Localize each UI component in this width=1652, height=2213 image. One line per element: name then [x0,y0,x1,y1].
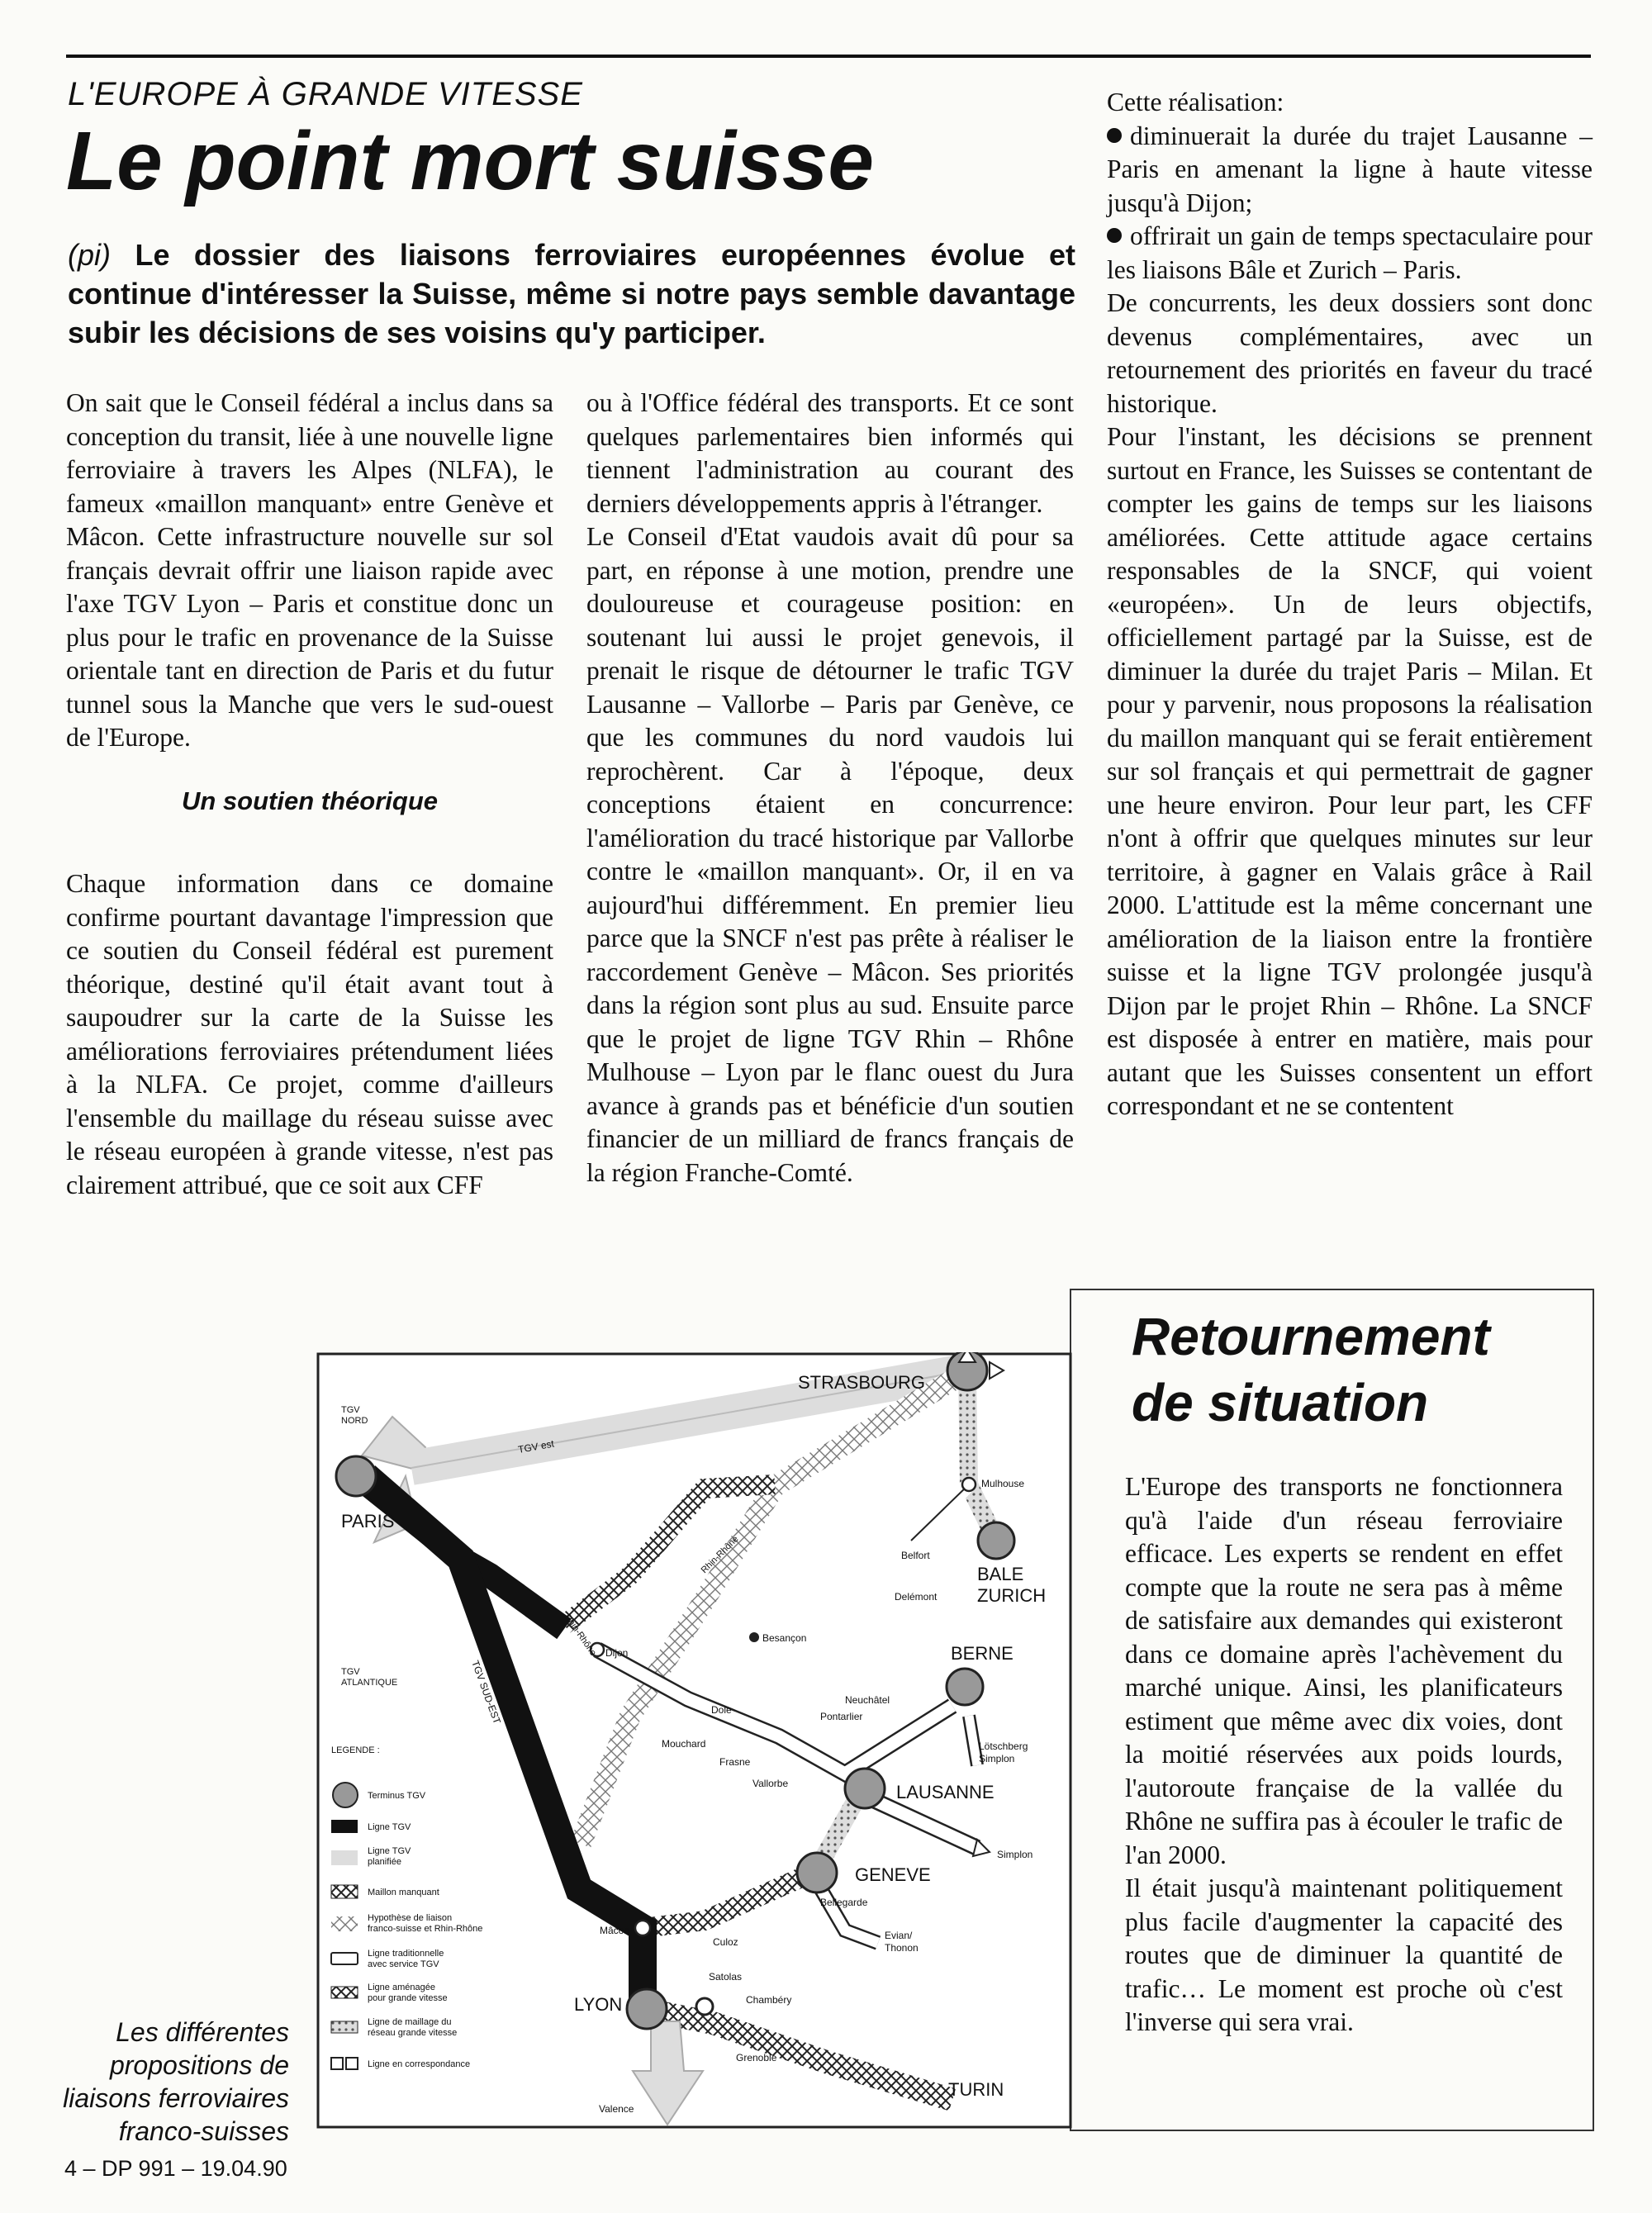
col3-intro: Cette réalisation: [1107,88,1284,116]
label-tgv-sud-est: TGV SUD-EST [469,1659,503,1726]
col3-bullet-2 [1107,220,1593,287]
satolas-marker [696,1998,713,2015]
col3-paragraph-3: Pour l'instant, les décisions se prennent surtout en France, les Suisses se contentant de compter les gains de temps sur les liaisons améliorées. Cette attitude agace certains responsables de la SNCF, qui voient «européen». Un de leurs objectifs, officiellement partagé par la Suisse, est de diminuer la durée du trajet Paris – Milan. Et pour y parvenir, nous proposons la réalisation du maillon manquant qui se ferait entièrement sur sol français et qui permettrait de gagner une heure environ. Pour leur part, les CFF n'ont à offrir que quelques minutes sur leur territoire, à gagner en Valais grâce à Rail 2000. L'attitude est la même concernant une amélioration de la liaison entre la frontière suisse et la ligne TGV prolongée jusqu'à Dijon par le projet Rhin – Rhône. La SNCF est disposée à entrer en matière, mais pour autant que les Suisses consentent un effort correspondant et ne se contentent [1107,422,1593,1120]
col1-paragraph-1: On sait que le Conseil fédéral a inclus dans sa conception du transit, liée à une nouvelle ligne ferroviaire à travers les Alpes (NLFA), le fameux «maillon manquant» entre Genève et Mâcon. Cette infrastructure nouvelle sur sol français devrait offrir une liaison rapide avec l'axe TGV Lyon – Paris et constitue donc un plus pour le trafic en provenance de la Suisse orientale tant en direction de Paris et du futur tunnel sous la Manche que vers le sud-ouest de l'Europe. [66,388,553,752]
legend-label-3a: Ligne TGV [368,1846,411,1856]
lead-author-tag: (pi) [68,238,111,272]
legend-swatch-connection-a [331,2058,343,2069]
label-bale: BALE [977,1564,1024,1584]
col2-paragraph-1: ou à l'Office fédéral des transports. Et ce sont quelques parlementaires bien informés qui tiennent l'administration au courant des derniers développements appris à l'étranger. [586,388,1074,518]
legend-swatch-hypothesis [331,1916,358,1931]
legend-swatch-traditional [331,1953,358,1964]
legend-swatch-missing-link [331,1885,358,1898]
article-lead [68,235,1075,352]
terminus-lyon [627,1989,667,2029]
label-pontarlier: Pontarlier [820,1711,863,1722]
legend-label-2: Ligne TGV [368,1822,411,1832]
legend-swatch-terminus [333,1783,358,1807]
legend-swatch-network-link [331,2021,358,2033]
sidebar-paragraph-1: L'Europe des transports ne fonctionnera qu'à l'aide d'un réseau ferroviaire efficace. Les experts se rendent en effet compte que la route ne sera pas à même de satisfaire aux demandes qui existeront dans ce domaine après l'achèvement du marché unique. Ainsi, les planificateurs estiment que même avec dix voies, dont la moitié réservées aux poids lourds, l'autoroute française de la vallée du Rhône ne suffira pas à écouler le trafic de l'an 2000. [1125,1472,1563,1869]
caption-line-4: franco-suisses [118,2116,289,2146]
legend-label-4: Maillon manquant [368,1888,439,1897]
besancon-marker [749,1632,759,1642]
subhead: Un soutien théorique [182,786,438,815]
lead-text: Le dossier des liaisons ferroviaires européennes évolue et continue d'intéresser la Suisse, même si notre pays semble davantage subir les décisions de ses voisins qu'y participer. [68,238,1075,349]
label-satolas: Satolas [709,1971,743,1983]
label-rhin-rhone-1: Rhin-Rhône [562,1612,599,1658]
page-folio: 4 – DP 991 – 19.04.90 [64,2156,287,2181]
col3-bullet-1 [1107,120,1593,221]
label-zurich: ZURICH [977,1585,1047,1606]
bullet-icon [1107,128,1122,143]
label-berne: BERNE [951,1643,1014,1664]
legend-label-6b: avec service TGV [368,1959,439,1969]
label-tgv-est: TGV est [517,1437,555,1456]
column-2 [586,387,1074,1190]
section-kicker: L'EUROPE À GRANDE VITESSE [68,76,583,112]
label-delemont: Delémont [895,1591,938,1603]
caption-line-1: Les différentes [116,2017,289,2047]
legend-label-3b: planifiée [368,1857,401,1867]
label-chambery: Chambéry [746,1994,792,2006]
legend-swatch-connection-b [346,2058,358,2069]
label-tgv-nord-2: NORD [341,1416,368,1426]
label-simplon: Simplon [997,1849,1033,1860]
label-lyon: LYON [574,1994,623,2015]
label-mulhouse: Mulhouse [981,1478,1025,1489]
label-lotschberg: Lötschberg [979,1740,1028,1752]
label-tgv-atl-2: ATLANTIQUE [341,1678,398,1688]
legend-swatch-tgv-planned [331,1850,358,1865]
col3-bullet-2-text: offrirait un gain de temps spectaculaire pour les liaisons Bâle et Zurich – Paris. [1107,221,1593,284]
terminus-geneve [797,1853,837,1892]
legend-label-7a: Ligne aménagée [368,1983,435,1992]
label-thonon: Thonon [885,1942,919,1954]
label-dole: Dole [711,1704,732,1716]
sidebar-paragraph-2: Il était jusqu'à maintenant politiquement plus facile d'augmenter la capacité des routes que de diminuer la quantité de trafic… Le moment est proche où c'est l'inverse qui sera vrai. [1125,1873,1563,2036]
label-lausanne: LAUSANNE [896,1782,995,1802]
label-culoz: Culoz [713,1936,738,1948]
label-geneve: GENEVE [855,1864,931,1885]
label-turin: TURIN [948,2079,1004,2100]
sidebar-title [1132,1304,1490,1436]
article-title: Le point mort suisse [66,115,874,207]
sidebar-body [1125,1470,1563,2040]
legend-label-9: Ligne en correspondance [368,2059,471,2069]
rail-map [316,1352,1072,2129]
label-vallorbe: Vallorbe [752,1778,789,1789]
legend-swatch-tgv [331,1820,358,1833]
label-bellegarde: Bellegarde [820,1897,868,1908]
legend-label-8b: réseau grande vitesse [368,2028,458,2038]
label-strasbourg: STRASBOURG [798,1372,926,1393]
column-3 [1107,86,1593,1123]
label-mouchard: Mouchard [662,1738,706,1750]
legend-label-1: Terminus TGV [368,1791,426,1801]
legend-label-5a: Hypothèse de liaison [368,1913,453,1923]
macon-marker [635,1921,650,1935]
label-grenoble: Grenoble [736,2052,777,2063]
terminus-bale [978,1522,1014,1559]
label-rhin-rhone-2: Rhin-Rhône [699,1534,741,1576]
legend-label-8a: Ligne de maillage du [368,2017,452,2027]
mulhouse-marker [962,1478,976,1491]
map-caption [50,2016,289,2148]
legend-label-7b: pour grande vitesse [368,1993,448,2003]
label-simplon-lb: Simplon [979,1753,1015,1764]
top-rule [66,55,1591,58]
rail-map-svg [316,1352,1072,2129]
column-1 [66,387,553,1202]
bullet-icon [1107,228,1122,243]
label-tgv-nord-1: TGV [341,1405,360,1415]
col2-paragraph-2: Le Conseil d'Etat vaudois avait dû pour sa part, en réponse à une motion, prendre une douloureuse et courageuse position: en soutenant lui aussi le projet genevois, il prenait le risque de détourner le trafic TGV Lausanne – Vallorbe – Paris par Genève, ce que les communes du nord vaudois lui reprochèrent. Car à l'époque, deux conceptions étaient en concurrence: l'amélioration du tracé historique par Vallorbe contre le «maillon manquant». Or, il en va aujourd'hui différemment. En premier lieu parce que la SNCF n'est pas prête à réaliser le raccordement Genève – Mâcon. Ses priorités dans la région sont plus au sud. Ensuite parce que le projet de ligne TGV Rhin – Rhône Mulhouse – Lyon par le flanc ouest du Jura avance à grands pas et bénéficie d'un soutien financier de un milliard de francs français de la région Franche-Comté. [586,522,1074,1187]
terminus-paris [336,1456,376,1496]
caption-line-2: propositions de [109,2050,289,2080]
label-frasne: Frasne [719,1756,751,1768]
label-belfort: Belfort [901,1550,930,1561]
legend-label-6a: Ligne traditionnelle [368,1949,444,1959]
legend-title: LEGENDE : [331,1745,380,1755]
legend-swatch-upgraded [331,1987,358,1998]
label-paris: PARIS [341,1511,395,1532]
label-tgv-atl-1: TGV [341,1667,360,1677]
terminus-lausanne [845,1769,885,1808]
terminus-berne [947,1669,983,1705]
legend-label-5b: franco-suisse et Rhin-Rhône [368,1924,483,1934]
label-evian: Evian/ [885,1930,913,1941]
caption-line-3: liaisons ferroviaires [63,2083,289,2113]
label-besancon: Besançon [762,1632,807,1644]
label-dijon: Dijon [605,1647,629,1659]
label-macon: Mâcon [600,1925,630,1936]
col3-bullet-1-text: diminuerait la durée du trajet Lausanne – Paris en amenant la ligne à haute vitesse jusqu'à Dijon; [1107,121,1593,217]
sidebar-title-line-1: Retournement [1132,1307,1490,1366]
label-neuchatel: Neuchâtel [845,1694,890,1706]
col3-paragraph-2: De concurrents, les deux dossiers sont donc devenus complémentaires, avec un retournement des priorités en faveur du tracé historique. [1107,288,1593,418]
col1-paragraph-2: Chaque information dans ce domaine confirme pourtant davantage l'impression que ce soutien du Conseil fédéral est purement théorique, destiné qu'il était avant tout à saupoudrer sur la carte de la Suisse les améliorations ferroviaires prétendument liées à la NLFA. Ce projet, comme d'ailleurs l'ensemble du maillage du réseau suisse avec le réseau européen à grande vitesse, n'est pas clairement attribué, que ce soit aux CFF [66,869,553,1199]
label-valence: Valence [599,2103,634,2115]
sidebar-title-line-2: de situation [1132,1373,1429,1432]
